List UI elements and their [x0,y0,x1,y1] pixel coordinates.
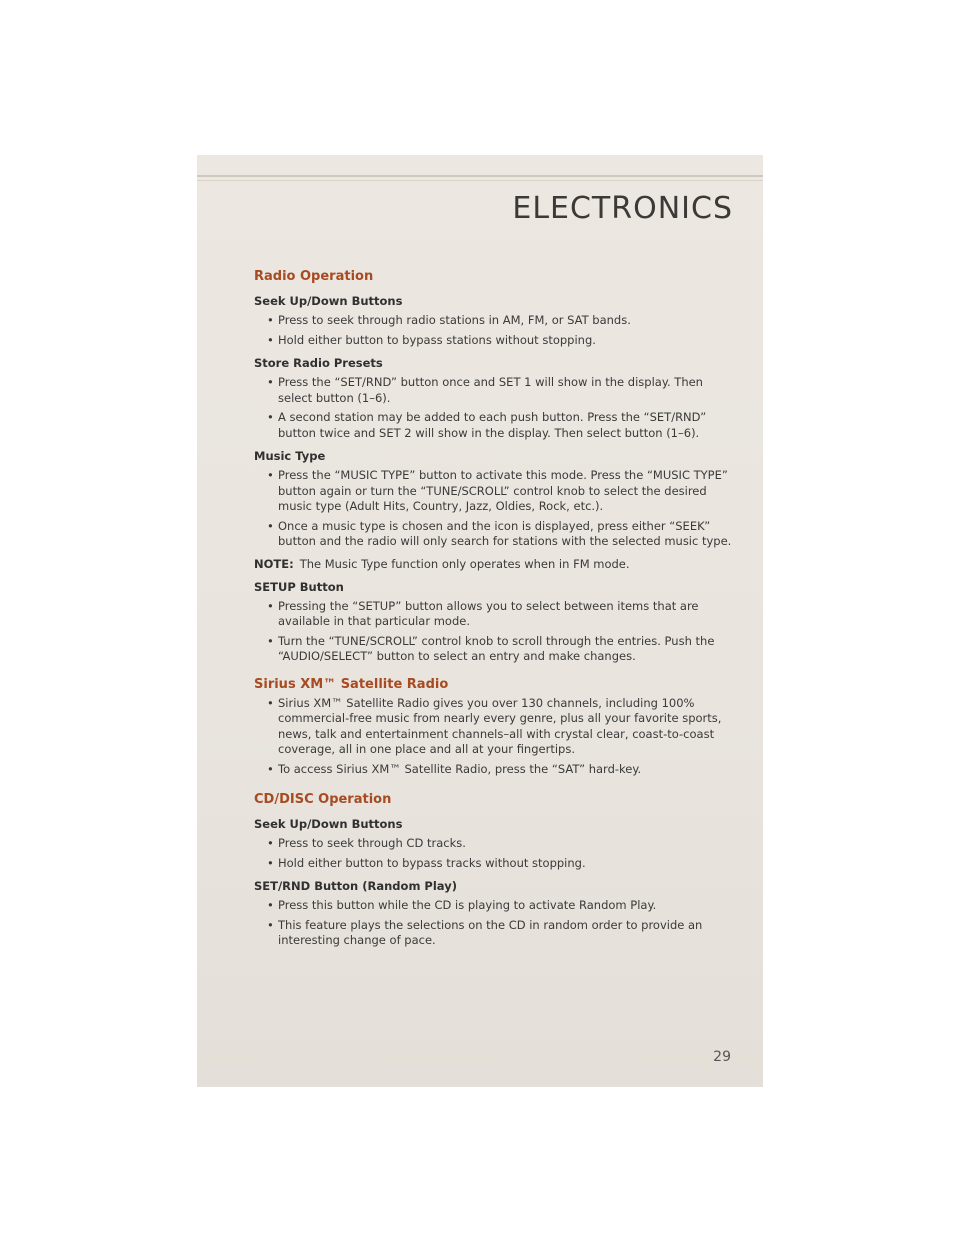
section-header: ELECTRONICS [512,191,733,226]
list-cd-seek [254,836,734,871]
subheading-music-type: Music Type [254,449,326,463]
list-item: • Hold either button to bypass stations without stopping. [254,333,734,349]
page-number: 29 [713,1049,731,1065]
list-item: • This feature plays the selections on the CD in random order to provide an interesting change of pace. [254,918,734,949]
list-item: • Hold either button to bypass tracks without stopping. [254,856,734,872]
note-label: NOTE: [254,556,294,571]
heading-cd-operation: CD/DISC Operation [254,792,392,807]
list-presets [254,375,734,441]
list-item: • To access Sirius XM™ Satellite Radio, press the “SAT” hard-key. [254,762,734,778]
list-item: • Sirius XM™ Satellite Radio gives you over 130 channels, including 100% commercial-free music from nearly every genre, plus all your favorite sports, news, talk and entertainment channels–all with crystal clear, coast-to-coast coverage, all in one place and all at your fingertips. [254,696,734,758]
note-text: The Music Type function only operates when in FM mode. [299,556,630,571]
page-content [254,268,734,949]
list-item: • Press the “SET/RND” button once and SET 1 will show in the display. Then select button (1–6). [254,375,734,406]
list-set-rnd [254,898,734,949]
subheading-store-presets: Store Radio Presets [254,356,383,370]
heading-sirius-xm: Sirius XM™ Satellite Radio [254,676,449,692]
list-item: • Press to seek through CD tracks. [254,836,734,852]
list-item: • Press this button while the CD is playing to activate Random Play. [254,898,734,914]
list-radio-seek [254,313,734,348]
subheading-set-rnd-button: SET/RND Button (Random Play) [254,879,457,893]
list-setup [254,599,734,665]
note-music-type [254,557,734,572]
list-item: • Turn the “TUNE/SCROLL” control knob to scroll through the entries. Push the “AUDIO/SELECT” button to select an entry and make changes. [254,634,734,665]
list-item: • A second station may be added to each push button. Press the “SET/RND” button twice and SET 2 will show in the display. Then select button (1–6). [254,410,734,441]
list-item: • Once a music type is chosen and the icon is displayed, press either “SEEK” button and the radio will only search for stations with the selected music type. [254,519,734,550]
list-item: • Pressing the “SETUP” button allows you to select between items that are available in that particular mode. [254,599,734,630]
subheading-cd-seek-buttons: Seek Up/Down Buttons [254,817,403,831]
subheading-seek-buttons: Seek Up/Down Buttons [254,294,403,308]
manual-page [197,155,763,1087]
heading-radio-operation: Radio Operation [254,269,374,284]
subheading-setup-button: SETUP Button [254,579,344,594]
list-item: • Press the “MUSIC TYPE” button to activate this mode. Press the “MUSIC TYPE” button again or turn the “TUNE/SCROLL” control knob to select the desired music type (Adult Hits, Country, Jazz, Oldies, Rock, etc.). [254,468,734,515]
header-rule-thin [197,180,763,181]
list-music-type [254,468,734,550]
header-rule [197,175,763,177]
list-item: • Press to seek through radio stations in AM, FM, or SAT bands. [254,313,734,329]
list-sirius [254,696,734,778]
